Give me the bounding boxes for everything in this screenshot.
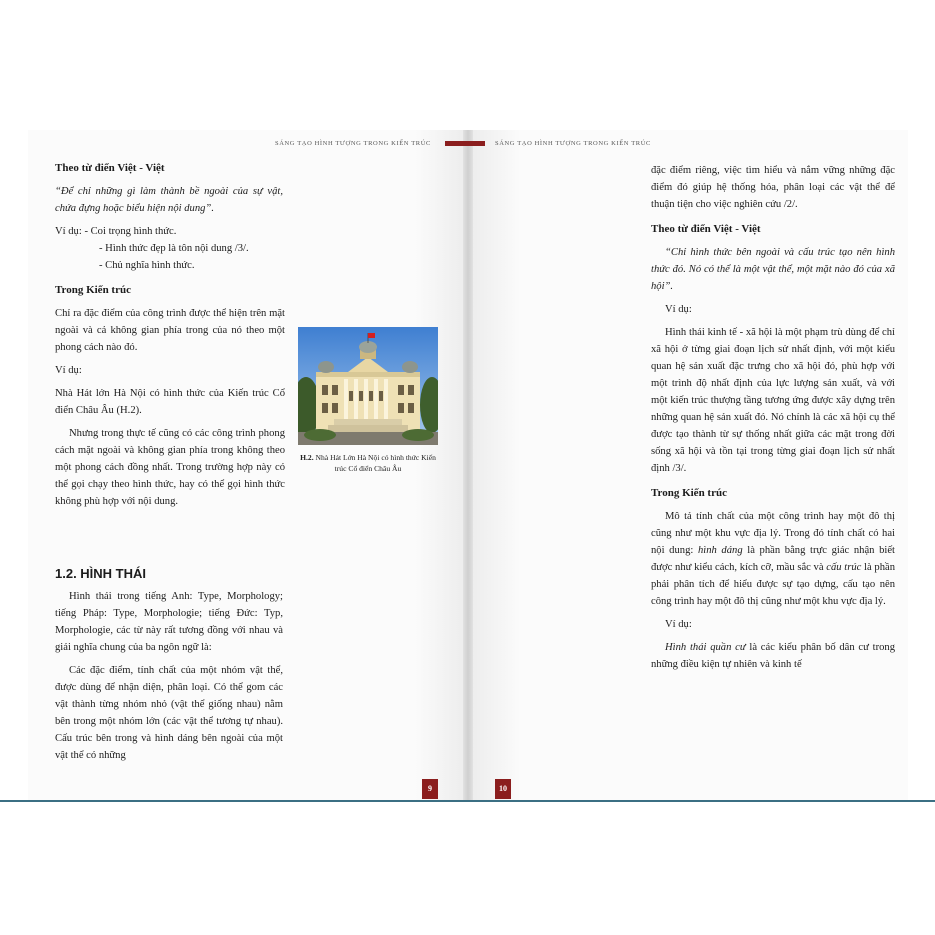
running-head-bar — [445, 141, 485, 146]
dictionary-quote: “Để chỉ những gì làm thành bề ngoài của sự vật, chứa đựng hoặc biểu hiện nội dung”. — [55, 186, 283, 214]
settlement-emphasis: Hình thái quần cư — [665, 642, 746, 653]
section-title: 1.2. HÌNH THÁI — [55, 566, 147, 581]
right-column — [651, 162, 895, 679]
arch-emphasis-structure: cấu trúc — [826, 562, 862, 573]
dictionary-quote-right: “Chỉ hình thức bên ngoài và cấu trúc tạo nên hình thức đó. Nó có thể là một vật thể, một mặt nào đó của xã hội”. — [651, 247, 895, 292]
heading-architecture: Trong Kiến trúc — [55, 284, 131, 296]
caption-label: H.2. — [300, 453, 314, 462]
example-list — [55, 223, 285, 274]
traits-paragraph: Các đặc điểm, tính chất của một nhóm vật thể, được dùng để nhận diện, phân loại. Có thể gom các vật thành từng nhóm nhỏ (vật thể giống nhau) nằm bên trong một nhóm lớn (các vật thể tương tự nhau). Cấu trúc bên trong và hình dáng bên ngoài của một vật thể có những — [55, 665, 283, 761]
heading-dictionary-right: Theo từ điển Việt - Việt — [651, 223, 761, 235]
opera-house-illustration — [298, 327, 438, 445]
example-item-1: - Coi trọng hình thức. — [84, 226, 177, 237]
running-head-left: SÁNG TẠO HÌNH TƯỢNG TRONG KIẾN TRÚC — [275, 140, 431, 147]
socio-economic-paragraph: Hình thái kinh tế - xã hội là một phạm trù dùng để chỉ xã hội ở từng giai đoạn lịch sử nhất định, với một kiểu quan hệ sản xuất đặc trưng cho xã hội đó, phù hợp với một trình độ nhất định của lực lượng sản xuất, và với một kiến trúc thượng tầng tương ứng được xây dựng trên những quan hệ sản xuất đó. Nó chính là các xã hội cụ thể được tạo thành từ sự thống nhất giữa các mặt trong đời sống xã hội và tồn tại trong từng giai đoạn lịch sử nhất định /3/. — [651, 327, 895, 474]
opera-house-paragraph: Nhà Hát lớn Hà Nội có hình thức của Kiến trúc Cổ điển Châu Âu (H.2). — [55, 388, 285, 416]
heading-dictionary: Theo từ điển Việt - Việt — [55, 162, 165, 174]
example-label-right-2: Ví dụ: — [665, 619, 692, 630]
arch-emphasis-shape: hình dáng — [697, 545, 743, 556]
arch-text-3: là phần phải phân tích để hiểu được sự tạo dựng, cấu tạo nên công trình hay một đô thị cũng như một khu vực địa lý. — [651, 562, 895, 607]
opera-house-photo — [298, 327, 438, 445]
example-item-3: - Chủ nghĩa hình thức. — [99, 260, 195, 271]
left-top-column — [55, 160, 285, 516]
example-label-2: Ví dụ: — [55, 365, 82, 376]
bottom-rule — [0, 800, 935, 802]
photo-caption — [298, 452, 438, 474]
page-number-right: 10 — [495, 779, 511, 799]
example-label: Ví dụ: — [55, 226, 82, 237]
reality-paragraph: Nhưng trong thực tế cũng có các công trình phong cách mặt ngoài và không gian phía trong không theo một phong cách đồng nhất. Trong trường hợp này có thể gọi chạy theo hình thức, hay có thể gọi hình thức không phù hợp với nội dung. — [55, 428, 285, 507]
example-label-right: Ví dụ: — [665, 304, 692, 315]
settlement-text: là các kiểu phân bố dân cư trong những điều kiện tự nhiên và kinh tế — [651, 642, 895, 670]
arch-text-1: Mô tả tính chất của một công trình hay một đô thị cũng như một khu vực địa lý. Trong đó tính chất có hai nội dung: — [651, 511, 895, 556]
example-row-1 — [55, 223, 285, 240]
left-bottom-column — [55, 565, 283, 770]
architecture-description — [651, 508, 895, 610]
running-head-right: SÁNG TẠO HÌNH TƯỢNG TRONG KIẾN TRÚC — [495, 140, 651, 147]
arch-text-2: là phần bằng trực giác nhận biết được như kiểu cách, kích cỡ, mầu sắc và — [651, 545, 895, 573]
caption-text: Nhà Hát Lớn Hà Nội có hình thức Kiến trúc Cổ điển Châu Âu — [315, 453, 436, 473]
heading-architecture-right: Trong Kiến trúc — [651, 487, 727, 499]
settlement-paragraph — [651, 639, 895, 673]
book-spine — [463, 130, 473, 800]
morphology-paragraph: Hình thái trong tiếng Anh: Type, Morphology; tiếng Pháp: Type, Morphologie; tiếng Đức: Typ, Morphologie, các từ này rất tương đồng với nhau và giải nghĩa chung của ba ngôn ngữ là: — [55, 591, 283, 653]
architecture-paragraph: Chỉ ra đặc điểm của công trình được thể hiện trên mặt ngoài và cả không gian phía trong của nó theo một phong cách nào đó. — [55, 308, 285, 353]
page-number-left: 9 — [422, 779, 438, 799]
example-item-2: - Hình thức đẹp là tôn nội dung /3/. — [99, 243, 249, 254]
continuation-paragraph: đặc điểm riêng, việc tìm hiểu và nắm vững những đặc điểm đó giúp hệ thống hóa, phân loại các vật thể để thuận tiện cho việc nghiên cứu /2/. — [651, 165, 895, 210]
